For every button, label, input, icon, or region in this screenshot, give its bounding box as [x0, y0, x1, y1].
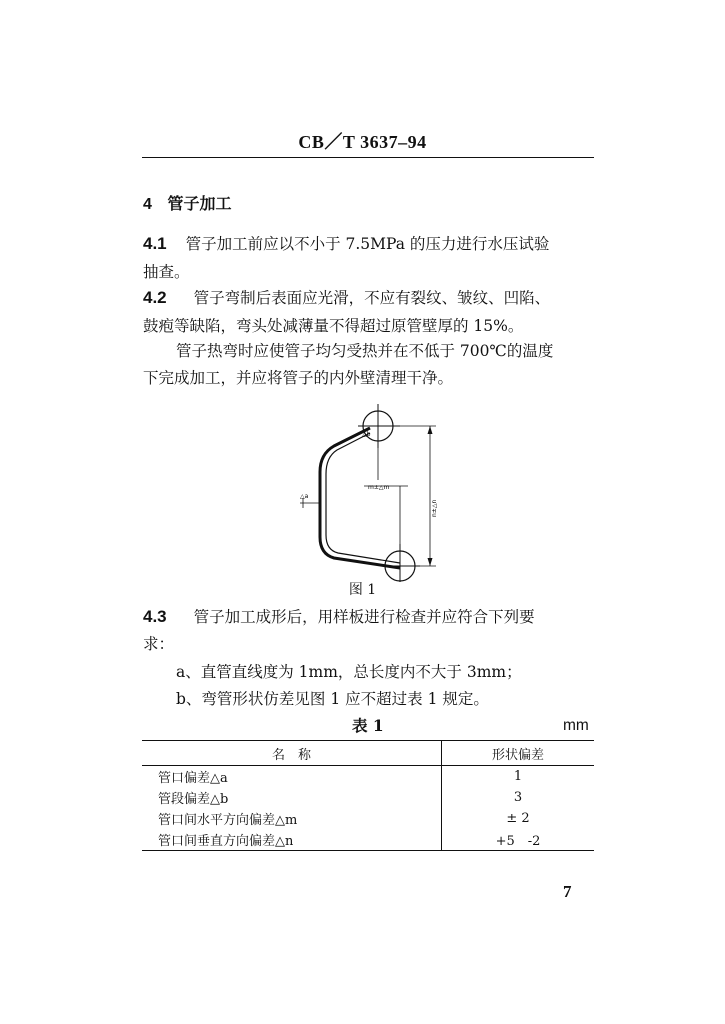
- shape-deviation-table: [142, 740, 594, 851]
- table-header-deviation: 形状偏差: [442, 741, 595, 766]
- table-cell-name: 管口偏差△a: [142, 766, 442, 788]
- label-m: m±△m: [368, 484, 390, 491]
- list-item-a: a、直管直线度为 1mm，总长度内不大于 3mm；: [176, 663, 522, 681]
- list-item-b: b、弯管形状仿差见图 1 应不超过表 1 规定。: [176, 690, 489, 708]
- table-cell-value: ± 2: [506, 811, 530, 826]
- para-4-2-line1: [143, 288, 550, 308]
- para-4-2b-line2: 下完成加工，并应将管子的内外壁清理干净。: [143, 369, 454, 387]
- clause-number: 4.1: [143, 234, 167, 253]
- table-row: [142, 829, 594, 851]
- para-4-1-line1: [143, 234, 549, 254]
- para-4-2b-line1: 管子热弯时应使管子均匀受热并在不低于 700℃的温度: [176, 342, 554, 360]
- para-4-2-line2: 鼓疱等缺陷，弯头处减薄量不得超过原管壁厚的 15%。: [143, 317, 524, 335]
- clause-text: 管子加工前应以不小于 7.5MPa 的压力进行水压试验: [185, 235, 550, 253]
- table-cell-name: 管口间水平方向偏差△m: [142, 808, 442, 829]
- table-header-name: 名 称: [142, 741, 442, 766]
- table-row: [142, 787, 594, 808]
- label-n: n±△n: [431, 499, 438, 517]
- clause-text: 管子加工成形后，用样板进行检查并应符合下列要: [193, 608, 535, 626]
- header-rule: [142, 157, 594, 158]
- label-a: △a: [300, 493, 309, 500]
- clause-text: 管子弯制后表面应光滑，不应有裂纹、皱纹、凹陷、: [193, 289, 551, 307]
- table-unit: mm: [563, 717, 589, 734]
- table-cell-value: 1: [513, 769, 523, 784]
- table-row: [142, 766, 594, 788]
- section-heading: [143, 191, 232, 214]
- table-row: [142, 808, 594, 829]
- para-4-3-line1: [143, 607, 535, 627]
- section-title: 管子加工: [167, 194, 232, 213]
- document-code-header: CB／T 3637–94: [298, 132, 427, 152]
- table-cell-name: 管段偏差△b: [142, 787, 442, 808]
- figure-caption: 图 1: [348, 582, 377, 598]
- table-cell-value: +5 -2: [442, 829, 595, 851]
- page-number: 7: [563, 882, 572, 901]
- table-cell-value: 3: [513, 790, 523, 805]
- clause-number: 4.2: [143, 288, 167, 307]
- clause-number: 4.3: [143, 607, 167, 626]
- para-4-1-line2: 抽查。: [143, 263, 190, 281]
- para-4-3-line2: 求：: [143, 635, 175, 653]
- table-title: 表 1: [352, 716, 384, 735]
- label-b: △b: [362, 431, 371, 438]
- section-number: 4: [143, 196, 152, 213]
- pipe-bend-figure: [290, 392, 450, 582]
- table-cell-name: 管口间垂直方向偏差△n: [142, 829, 442, 851]
